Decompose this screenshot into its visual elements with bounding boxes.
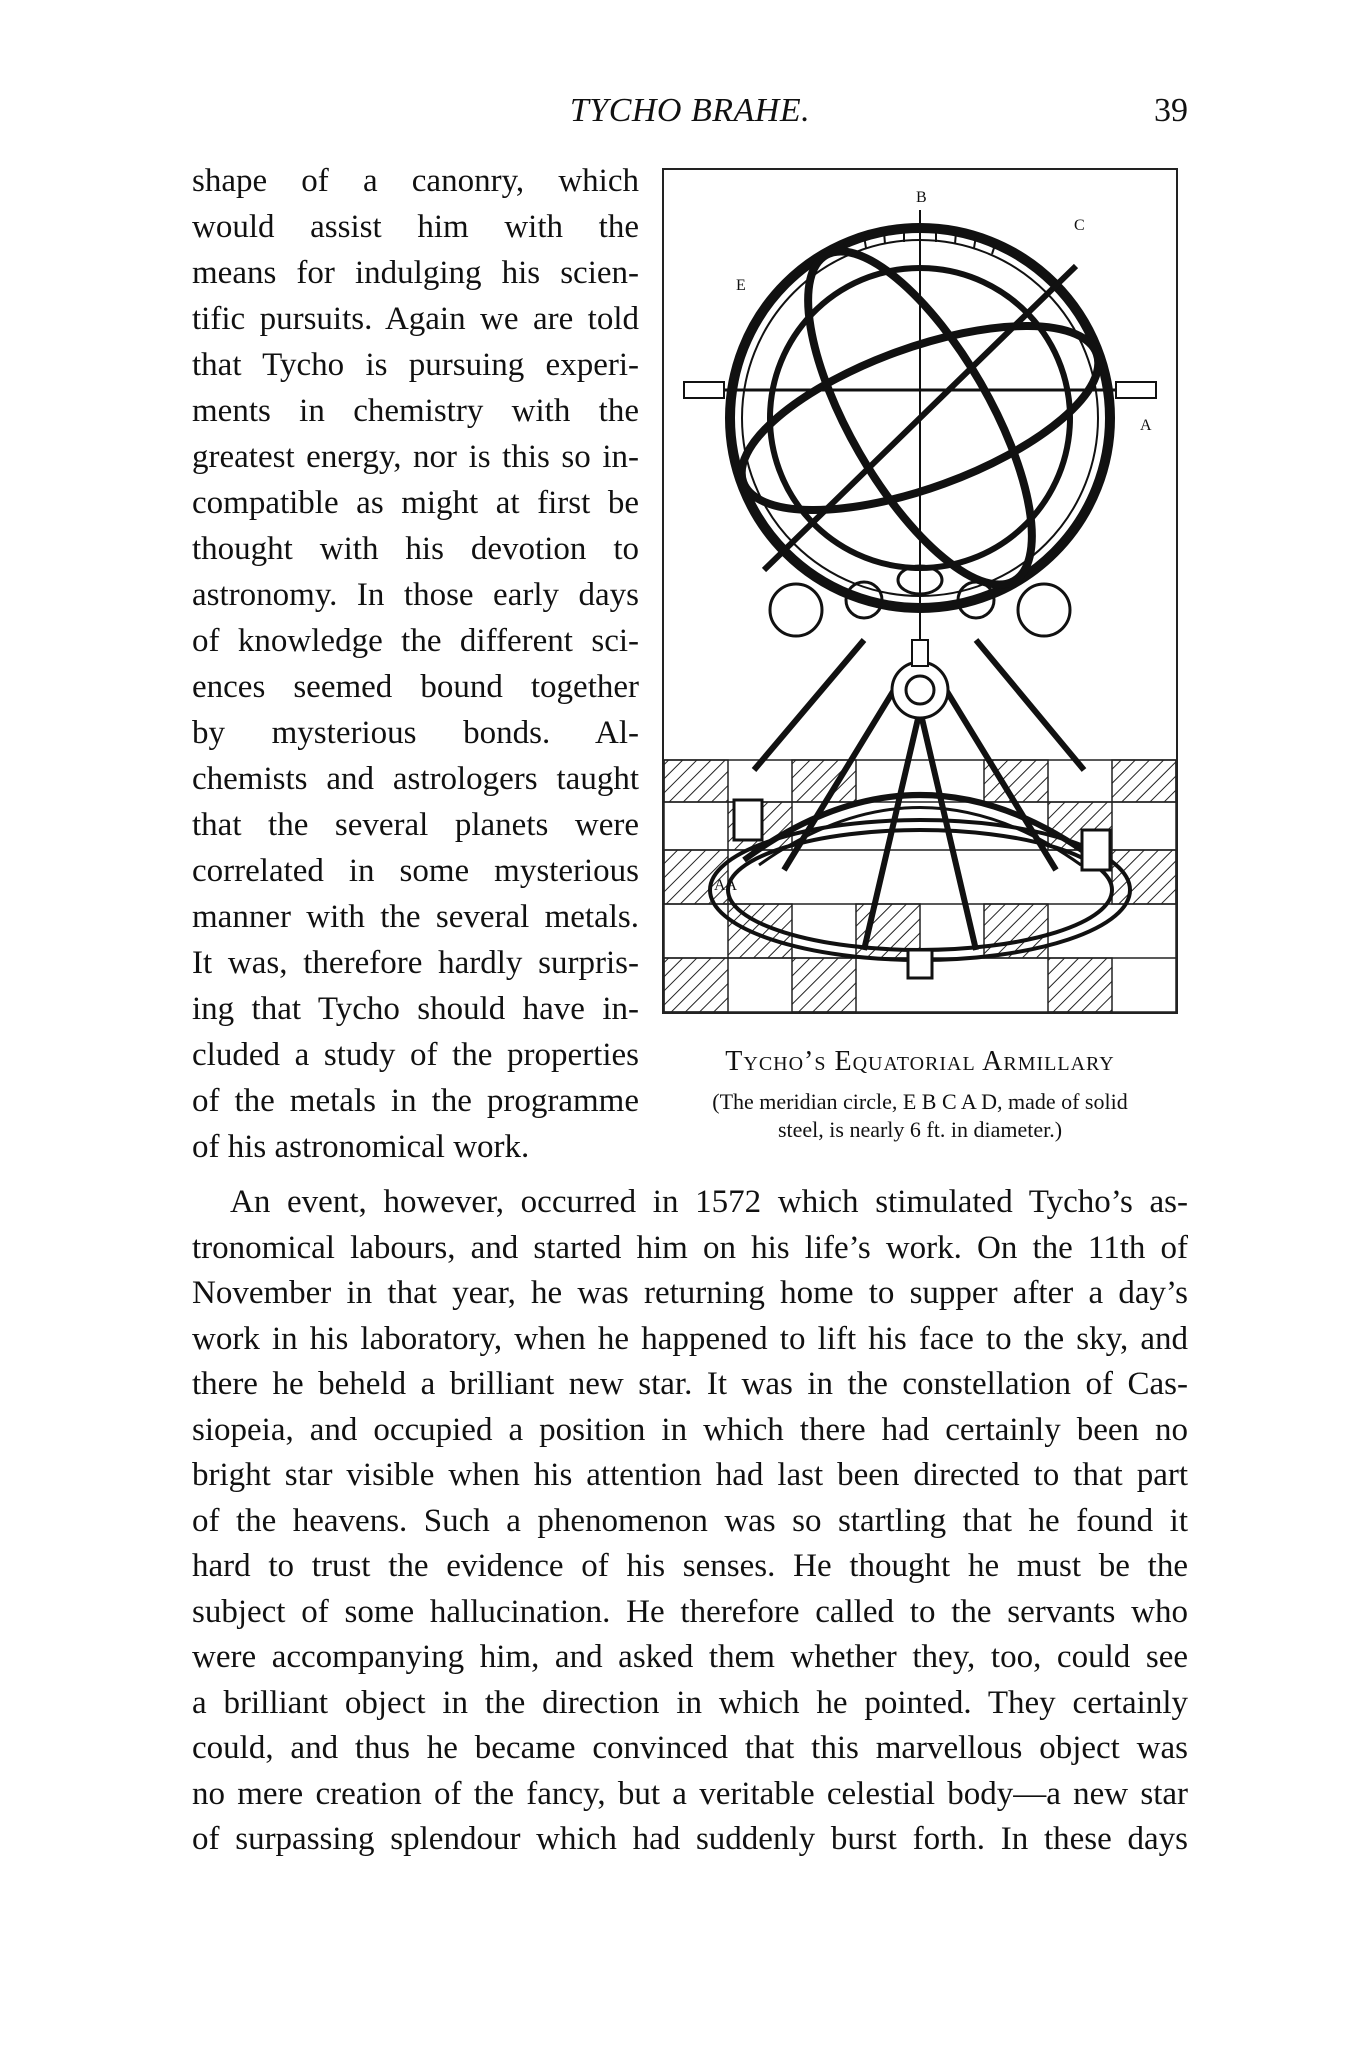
text-line: tronomical labours, and started him on his life’s work. On the 11th of — [192, 1229, 1188, 1266]
text-line: of the heavens. Such a phenomenon was so startling that he found it — [192, 1502, 1188, 1539]
text-line: that Tycho is pursuing experi- — [192, 347, 639, 383]
text-line: An event, however, occurred in 1572 which stimulated Tycho’s as- — [230, 1184, 1188, 1220]
running-title: TYCHO BRAHE. — [569, 92, 811, 129]
text-line: greatest energy, nor is this so in- — [192, 439, 639, 475]
text-line: thought with his devotion to — [192, 531, 639, 567]
label-c: C — [1074, 217, 1085, 234]
text-line: subject of some hallucination. He therefore called to the servants who — [192, 1593, 1188, 1630]
armillary-illustration — [664, 170, 1176, 1012]
label-aa: AA — [714, 877, 738, 894]
text-line: bright star visible when his attention had last been directed to that part — [192, 1457, 1188, 1493]
text-line: of surpassing splendour which had suddenly burst forth. In these days — [192, 1821, 1188, 1857]
page-number: 39 — [1154, 92, 1188, 129]
text-line: ments in chemistry with the — [192, 393, 639, 429]
text-line: of the metals in the programme — [192, 1083, 639, 1119]
text-line: manner with the several metals. — [192, 899, 639, 935]
text-line: of his astronomical work. — [192, 1129, 530, 1165]
text-line: could, and thus he became convinced that this marvellous object was — [192, 1730, 1188, 1766]
text-line: work in his laboratory, when he happened to lift his face to the sky, and — [192, 1320, 1188, 1357]
figure-caption-note — [662, 1088, 1178, 1144]
label-a: A — [1140, 417, 1152, 434]
figure-caption-title: Tycho’s Equatorial Armillary — [725, 1046, 1115, 1077]
running-head — [192, 92, 1188, 142]
text-line: compatible as might at first be — [192, 485, 639, 521]
text-line: November in that year, he was returning home to supper after a day’s — [192, 1275, 1188, 1311]
text-line: means for indulging his scien- — [192, 255, 639, 291]
text-line: It was, therefore hardly surpris- — [192, 945, 639, 981]
text-line: there he beheld a brilliant new star. It was in the constellation of Cas- — [192, 1366, 1188, 1402]
text-line: ing that Tycho should have in- — [192, 991, 639, 1027]
text-line: by mysterious bonds. Al- — [192, 715, 639, 751]
caption-note-line: steel, is nearly 6 ft. in diameter.) — [777, 1117, 1063, 1142]
text-line: correlated in some mysterious — [192, 853, 639, 889]
label-e: E — [736, 277, 746, 294]
text-line: tific pursuits. Again we are told — [192, 301, 639, 337]
text-line: shape of a canonry, which — [192, 163, 639, 199]
text-line: astronomy. In those early days — [192, 577, 639, 613]
armillary-woodcut-figure — [662, 168, 1178, 1014]
text-line: ences seemed bound together — [192, 669, 639, 705]
body-paragraph — [192, 1180, 1188, 1863]
caption-note-line: (The meridian circle, E B C A D, made of solid — [712, 1089, 1128, 1114]
text-line: chemists and astrologers taught — [192, 761, 639, 797]
text-line: that the several planets were — [192, 807, 639, 843]
text-line: a brilliant object in the direction in which he pointed. They certainly — [192, 1684, 1188, 1721]
text-line: no mere creation of the fancy, but a veritable celestial body—a new star — [192, 1775, 1188, 1812]
text-line: cluded a study of the properties — [192, 1037, 639, 1073]
label-b: B — [916, 189, 927, 206]
text-line: were accompanying him, and asked them whether they, too, could see — [192, 1639, 1188, 1675]
column-paragraph — [192, 158, 639, 1170]
text-line: hard to trust the evidence of his senses. He thought he must be the — [192, 1548, 1188, 1584]
text-line: siopeia, and occupied a position in which there had certainly been no — [192, 1411, 1188, 1448]
armillary-rings — [684, 210, 1156, 666]
text-line: of knowledge the different sci- — [192, 623, 639, 659]
text-line: would assist him with the — [192, 209, 639, 245]
